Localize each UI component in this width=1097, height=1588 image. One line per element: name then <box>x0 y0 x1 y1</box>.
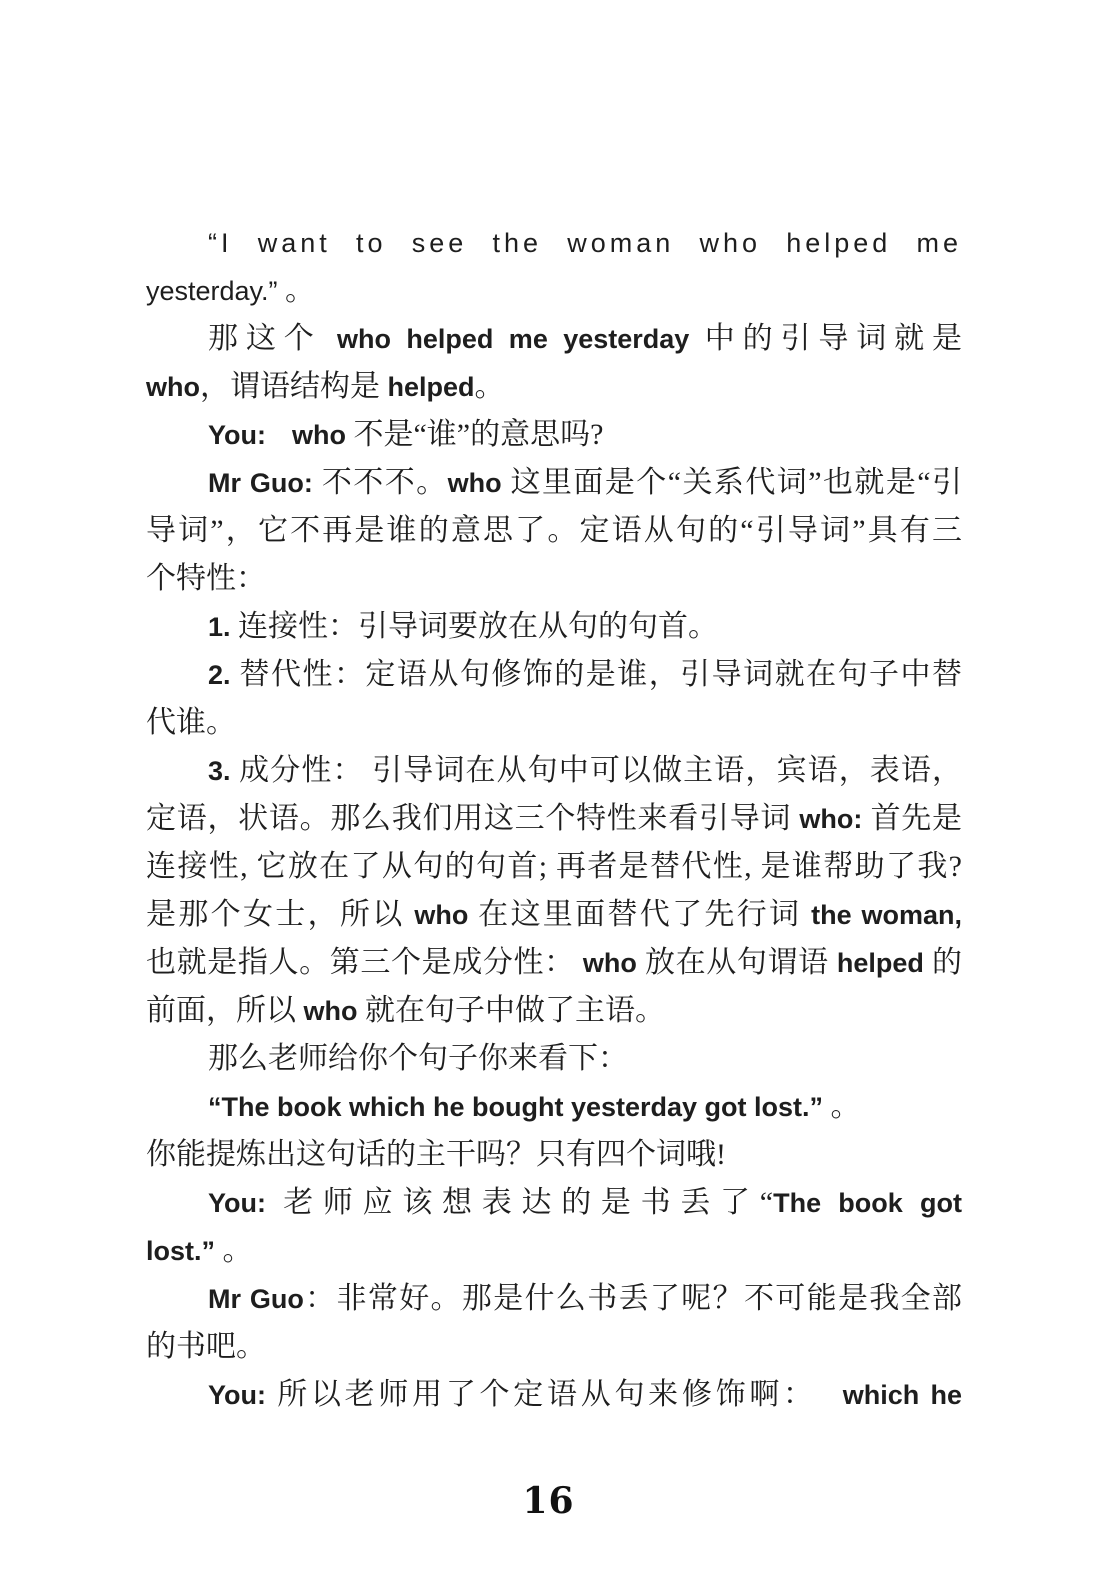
text-segment: 前面，所以 <box>146 994 296 1027</box>
text-segment: You: <box>208 1380 278 1410</box>
text-segment: 。 <box>823 1090 861 1123</box>
text-segment: 那么老师给你个句子你来看下： <box>208 1042 628 1075</box>
text-segment: 放在从句谓语 <box>645 946 829 979</box>
text-segment: 3. <box>208 756 231 786</box>
text-line <box>146 1275 962 1323</box>
text-segment: 中的引导词就是 <box>704 322 963 355</box>
text-line <box>146 939 962 987</box>
text-segment: yesterday.” <box>146 276 278 306</box>
text-segment: 连接性, 它放在了从句的句首; 再者是替代性, 是谁帮助了我? <box>146 850 962 883</box>
text-line <box>146 795 962 843</box>
text-line <box>146 411 962 459</box>
text-line <box>146 363 962 411</box>
text-segment: 导词”，它不再是谁的意思了。定语从句的“引导词”具有三 <box>146 514 962 547</box>
text-segment: 不是“谁”的意思吗? <box>353 418 604 451</box>
text-segment: 定语，状语。那么我们用这三个特性来看引导词 <box>146 802 792 835</box>
text-line <box>146 987 962 1035</box>
text-segment: 不不不。 <box>312 466 448 499</box>
text-segment: 2. <box>208 660 231 690</box>
text-segment: 就在句子中做了主语。 <box>365 994 665 1027</box>
text-segment: 个特性： <box>146 562 266 595</box>
text-segment: helped <box>387 372 475 402</box>
text-segment: The book got <box>773 1188 962 1218</box>
text-segment: 代谁。 <box>146 706 236 739</box>
text-line <box>146 843 962 891</box>
text-segment: the woman, <box>801 900 963 930</box>
text-block <box>146 219 962 1419</box>
text-line <box>146 267 962 315</box>
text-line <box>146 507 962 555</box>
text-segment: who <box>404 900 479 930</box>
text-line <box>146 747 962 795</box>
text-segment: 那这个 <box>208 322 322 355</box>
text-segment: who helped me yesterday <box>321 324 705 354</box>
text-line <box>146 1323 962 1371</box>
text-line <box>146 1131 962 1179</box>
text-segment: 你能提炼出这句话的主干吗？只有四个词哦! <box>146 1138 726 1171</box>
spacer <box>266 443 292 444</box>
text-segment: “The book which he bought yesterday got lost.” <box>208 1092 824 1122</box>
text-segment: who <box>146 372 200 402</box>
text-segment: 的 <box>932 946 963 979</box>
text-segment: 是那个女士，所以 <box>146 898 405 931</box>
text-segment: 成分性： 引导词在从句中可以做主语，宾语，表语， <box>230 754 962 787</box>
text-segment: Mr Guo: <box>208 468 313 498</box>
text-segment: lost.” <box>146 1236 216 1266</box>
text-line <box>146 1371 962 1419</box>
text-line <box>146 1179 962 1227</box>
text-segment: 的书吧。 <box>146 1330 266 1363</box>
text-segment: 在这里面替代了先行词 <box>478 898 802 931</box>
text-segment: “I want to see the woman who helped me <box>208 228 962 258</box>
text-line <box>146 699 962 747</box>
text-segment: 老师应该想表达的是书丢了“ <box>283 1186 774 1219</box>
spacer <box>817 1403 843 1404</box>
text-line <box>146 219 962 267</box>
text-segment: 。 <box>474 370 505 403</box>
text-segment: 所以老师用了个定语从句来修饰啊： <box>277 1378 817 1411</box>
text-line <box>146 1083 962 1131</box>
text-segment: 首先是 <box>870 802 963 835</box>
text-segment: ：非常好。那是什么书丢了呢？不可能是我全部 <box>303 1282 962 1315</box>
text-segment: 这里面是个“关系代词”也就是“引 <box>510 466 963 499</box>
text-segment: ，谓语结构是 <box>200 370 388 403</box>
text-line <box>146 1035 962 1083</box>
text-line <box>146 891 962 939</box>
text-segment: Mr Guo <box>208 1284 304 1314</box>
text-segment: 也就是指人。第三个是成分性： <box>146 946 575 979</box>
text-segment: You: <box>208 420 266 450</box>
text-line <box>146 603 962 651</box>
text-segment: who <box>574 948 645 978</box>
text-segment: 。 <box>277 274 316 307</box>
text-segment: which he <box>842 1380 963 1410</box>
text-segment: who <box>291 420 354 450</box>
text-line <box>146 651 962 699</box>
page-number: 16 <box>522 1480 575 1522</box>
text-line <box>146 1227 962 1275</box>
text-segment: who <box>447 468 511 498</box>
text-segment: who: <box>791 804 871 834</box>
text-segment: 1. <box>208 612 231 642</box>
text-segment: 。 <box>215 1234 253 1267</box>
text-line <box>146 459 962 507</box>
text-segment: You: <box>208 1188 284 1218</box>
text-segment: 连接性：引导词要放在从句的句首。 <box>230 610 719 643</box>
text-segment: 替代性：定语从句修饰的是谁，引导词就在句子中替 <box>230 658 962 691</box>
text-segment: helped <box>828 948 933 978</box>
text-line <box>146 555 962 603</box>
text-segment: who <box>296 996 365 1026</box>
text-line <box>146 315 962 363</box>
